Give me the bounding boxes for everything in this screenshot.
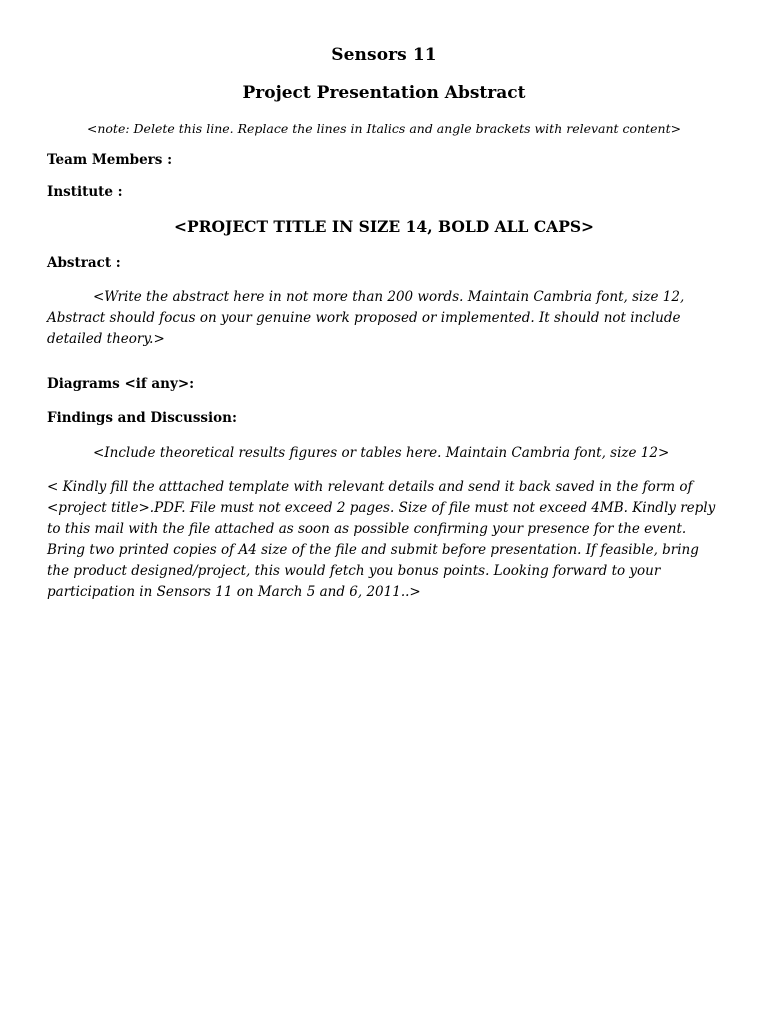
diagrams-label: Diagrams <if any>:	[47, 376, 195, 392]
closing-instructions: < Kindly fill the atttached template with relevant details and send it back saved in the form of <project title>.PDF. File must not exceed 2 pages. Size of file must not exceed 4MB. Kindly reply to this mail with the file attached as soon as possible confirming your presence for the event. Bring two printed copies of A4 size of the file and submit before presentation. If feasible, bring the product designed/project, this would fetch you bonus points. Looking forward to your participation in Sensors 11 on March 5 and 6, 2011..>	[47, 479, 716, 600]
abstract-text: <Write the abstract here in not more than 200 words. Maintain Cambria font, size 12, Abstract should focus on your genuine work proposed or implemented. It should not include detailed theory.>	[47, 289, 685, 347]
institute-label: Institute :	[47, 184, 123, 200]
team-members-label: Team Members :	[47, 152, 173, 168]
document-title: Sensors 11	[331, 45, 437, 65]
instruction-note: <note: Delete this line. Replace the lines in Italics and angle brackets with relevant content>	[86, 121, 682, 136]
project-title-placeholder: <PROJECT TITLE IN SIZE 14, BOLD ALL CAPS>	[173, 217, 595, 236]
findings-text: <Include theoretical results figures or tables here. Maintain Cambria font, size 12>	[93, 445, 670, 461]
abstract-label: Abstract :	[47, 255, 121, 271]
findings-label: Findings and Discussion:	[47, 410, 237, 426]
document-subtitle: Project Presentation Abstract	[242, 83, 526, 103]
